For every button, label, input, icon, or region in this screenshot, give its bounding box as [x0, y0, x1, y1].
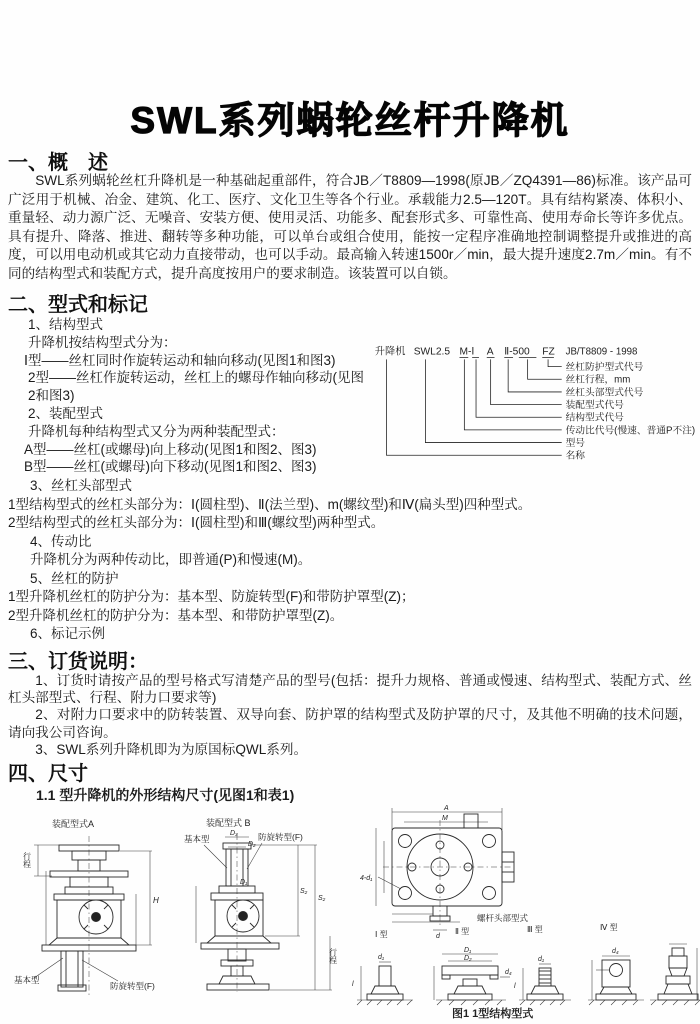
- list-line: A型——丝杠(或螺母)向上移动(见图1和图2、图3): [24, 441, 317, 457]
- ordering-item: 1、订货时请按产品的型号格式写清楚产品的型号(包括：提升力规格、普通或慢速、结构型式、装配方式、丝杠头部型式、行程、附力口要求等): [8, 673, 692, 706]
- figure-1-drawings: [0, 800, 700, 1024]
- travel-label-b: 行程: [328, 948, 338, 964]
- dim-lb: l: [514, 983, 516, 990]
- anti-rotation-label-b: 防旋转型(F): [258, 832, 303, 842]
- head-types-title: 螺杆头部型式: [477, 913, 529, 923]
- type-marking-block: [8, 316, 696, 476]
- dim-d1b: d₁: [538, 956, 545, 963]
- ordering-item: 2、对附力口要求中的防转装置、双导向套、防护罩的结构型式及防护罩的尺寸，及其他不明确的技术问题，请向我公司咨询。: [8, 707, 692, 740]
- dim-M: M: [442, 815, 448, 822]
- section-heading-type-marking: 二、型式和标记: [8, 294, 148, 316]
- drawing-assembly-b: [184, 817, 338, 992]
- list-line: 升降机每种结构型式又分为两种装配型式：: [28, 423, 285, 439]
- list-line: 升降机分为两种传动比，即普通(P)和慢速(M)。: [30, 552, 312, 567]
- model-designation-diagram: [367, 342, 696, 474]
- callout-label: 丝杠头部型式代号: [565, 387, 644, 399]
- head-type-3-drawing: [514, 956, 571, 1005]
- drawing-assembly-a: [14, 818, 159, 995]
- callout-label: 装配型式代号: [565, 400, 624, 411]
- dim-S2b: S₂: [318, 895, 326, 902]
- dimensions-subheading: 1.1 型升降机的外形结构尺寸(见图1和表1): [36, 787, 295, 803]
- head-type-2-drawing: [434, 947, 512, 1005]
- callout-label: 丝杠防护型式代号: [565, 362, 644, 374]
- basic-type-label-a: 基本型: [14, 975, 40, 985]
- list-line: 2、装配型式: [28, 405, 104, 421]
- section-heading-ordering: 三、订货说明：: [8, 651, 148, 673]
- callout-label: 型号: [565, 437, 585, 449]
- head-type-label-1: Ⅰ 型: [375, 930, 388, 939]
- list-line: Ⅰ型——丝杠同时作旋转运动和轴向移动(见图1和图3): [24, 352, 336, 368]
- head-type-label-3: Ⅲ 型: [527, 925, 543, 934]
- dim-D2: D₂: [248, 841, 256, 848]
- jack-b-dimensions: [196, 845, 332, 990]
- ordering-item: 3、SWL系列升降机即为为原国标QWL系列。: [35, 741, 308, 757]
- code-assembly: A: [486, 346, 494, 358]
- type-marking-list: [8, 316, 367, 476]
- code-model: SWL2.5: [413, 346, 451, 358]
- assembly-a-label: 装配型式A: [52, 819, 95, 829]
- dim-d: d: [436, 933, 440, 940]
- list-line: 4、传动比: [30, 533, 92, 549]
- head-type-1-drawing: [352, 954, 413, 1005]
- list-line: 6、标记示例: [30, 626, 106, 641]
- basic-type-label-b: 基本型: [184, 834, 210, 844]
- dim-H: H: [153, 896, 159, 905]
- dim-S2: S₂: [300, 888, 308, 895]
- page-title: SWL系列蜗轮丝杆升降机: [130, 100, 570, 141]
- list-line: 2型——丝杠作旋转运动，丝杠上的螺母作轴向移动(见图2和图3): [28, 370, 365, 404]
- figure-caption: 图1 1型结构型式: [452, 1008, 534, 1020]
- assembly-b-label: 装配型式 B: [206, 818, 251, 828]
- list-line: 2型升降机丝杠的防护分为：基本型、和带防护罩型(Z)。: [8, 607, 344, 623]
- list-line: 1型升降机丝杠的防护分为：基本型、防旋转型(F)和带防护罩型(Z)；: [8, 589, 415, 604]
- list-line: 1、结构型式: [28, 317, 104, 332]
- callout-label: 名称: [565, 450, 585, 462]
- head-type-4-drawing: [588, 948, 644, 1005]
- code-ratio-struct: M-Ⅰ: [459, 346, 475, 358]
- list-line: 升降机按结构型式分为：: [28, 334, 177, 350]
- ordering-list: [8, 672, 692, 758]
- flange-dims: [376, 808, 502, 930]
- dim-l: l: [352, 981, 354, 988]
- overview-paragraph: SWL系列蜗轮丝杠升降机是一种基础起重部件，符合JB／T8809—1998(原JB／ZQ4391—86)标准。该产品可广泛用于机械、冶金、建筑、化工、医疗、文化卫生等各个行业。承载能力2.5—120T。具有结构紧凑、体积小、重量轻、动力源广泛、无噪音、安装方便、使用灵活、功能多、配套形式多、可靠性高、使用寿命长等许多优点。具有提升、降落、推进、翻转等多种功能，可以单台或组合使用，能按一定程序准确地控制调整提升或推进的高度，可以用电动机或其它动力直接带动，也可以手动。最高输入转速1500r／min，最大提升速度2.7m／min。有不同的结构型式和装配方式，提升高度按用户的要求制造。该装置可以自锁。: [8, 173, 692, 281]
- dim-d4b: d₄: [505, 969, 512, 976]
- dim-A: A: [444, 805, 449, 812]
- code-name: 升降机: [374, 346, 406, 358]
- head-type-label-4: Ⅳ 型: [600, 923, 618, 932]
- dim-D1: D₁: [240, 879, 248, 886]
- callout-label: 结构型式代号: [565, 412, 624, 424]
- list-line: 1型结构型式的丝杠头部分为：Ⅰ(圆柱型)、Ⅱ(法兰型)、m(螺纹型)和Ⅳ(扁头型)四种型式。: [8, 496, 532, 512]
- list-line: 5、丝杠的防护: [30, 570, 119, 586]
- section-heading-dimensions: 四、尺寸: [8, 763, 88, 785]
- dim-d1: d₁: [378, 954, 385, 961]
- callout-lines: [386, 359, 561, 455]
- dim-d4: d₄: [612, 948, 619, 955]
- dim-4-d1: 4-d₁: [360, 875, 373, 882]
- list-line: B型——丝杠(或螺母)向下移动(见图1和图2、图3): [24, 459, 317, 475]
- code-head-travel: Ⅱ-500: [504, 346, 530, 358]
- anti-rotation-label-a: 防旋转型(F): [110, 981, 155, 991]
- code-standard: JB/T8809 - 1998: [565, 346, 638, 358]
- travel-label-a: 行程: [22, 852, 32, 868]
- flange-body: [392, 814, 514, 921]
- list-line: 2型结构型式的丝杠头部分为：Ⅰ(圆柱型)和Ⅲ(螺纹型)两种型式。: [8, 515, 385, 530]
- jack-b-body: [201, 843, 279, 990]
- screw-head-types: [352, 913, 700, 1005]
- dim-D2b: D₂: [464, 955, 472, 962]
- callout-label: 传动比代号(慢速、普通P不注): [565, 425, 696, 437]
- dim-D3: D₃: [230, 830, 238, 837]
- section-heading-overview: 一、概 述: [8, 152, 108, 174]
- head-type-label-2: Ⅱ 型: [455, 927, 470, 936]
- type-marking-details: [8, 477, 692, 644]
- list-line: 3、丝杠头部型式: [30, 478, 133, 493]
- dim-D1b: D₁: [464, 947, 472, 954]
- code-protection: FZ: [542, 346, 555, 358]
- callout-label: 丝杠行程，mm: [565, 374, 631, 386]
- head-type-4-side-drawing: [650, 944, 700, 1005]
